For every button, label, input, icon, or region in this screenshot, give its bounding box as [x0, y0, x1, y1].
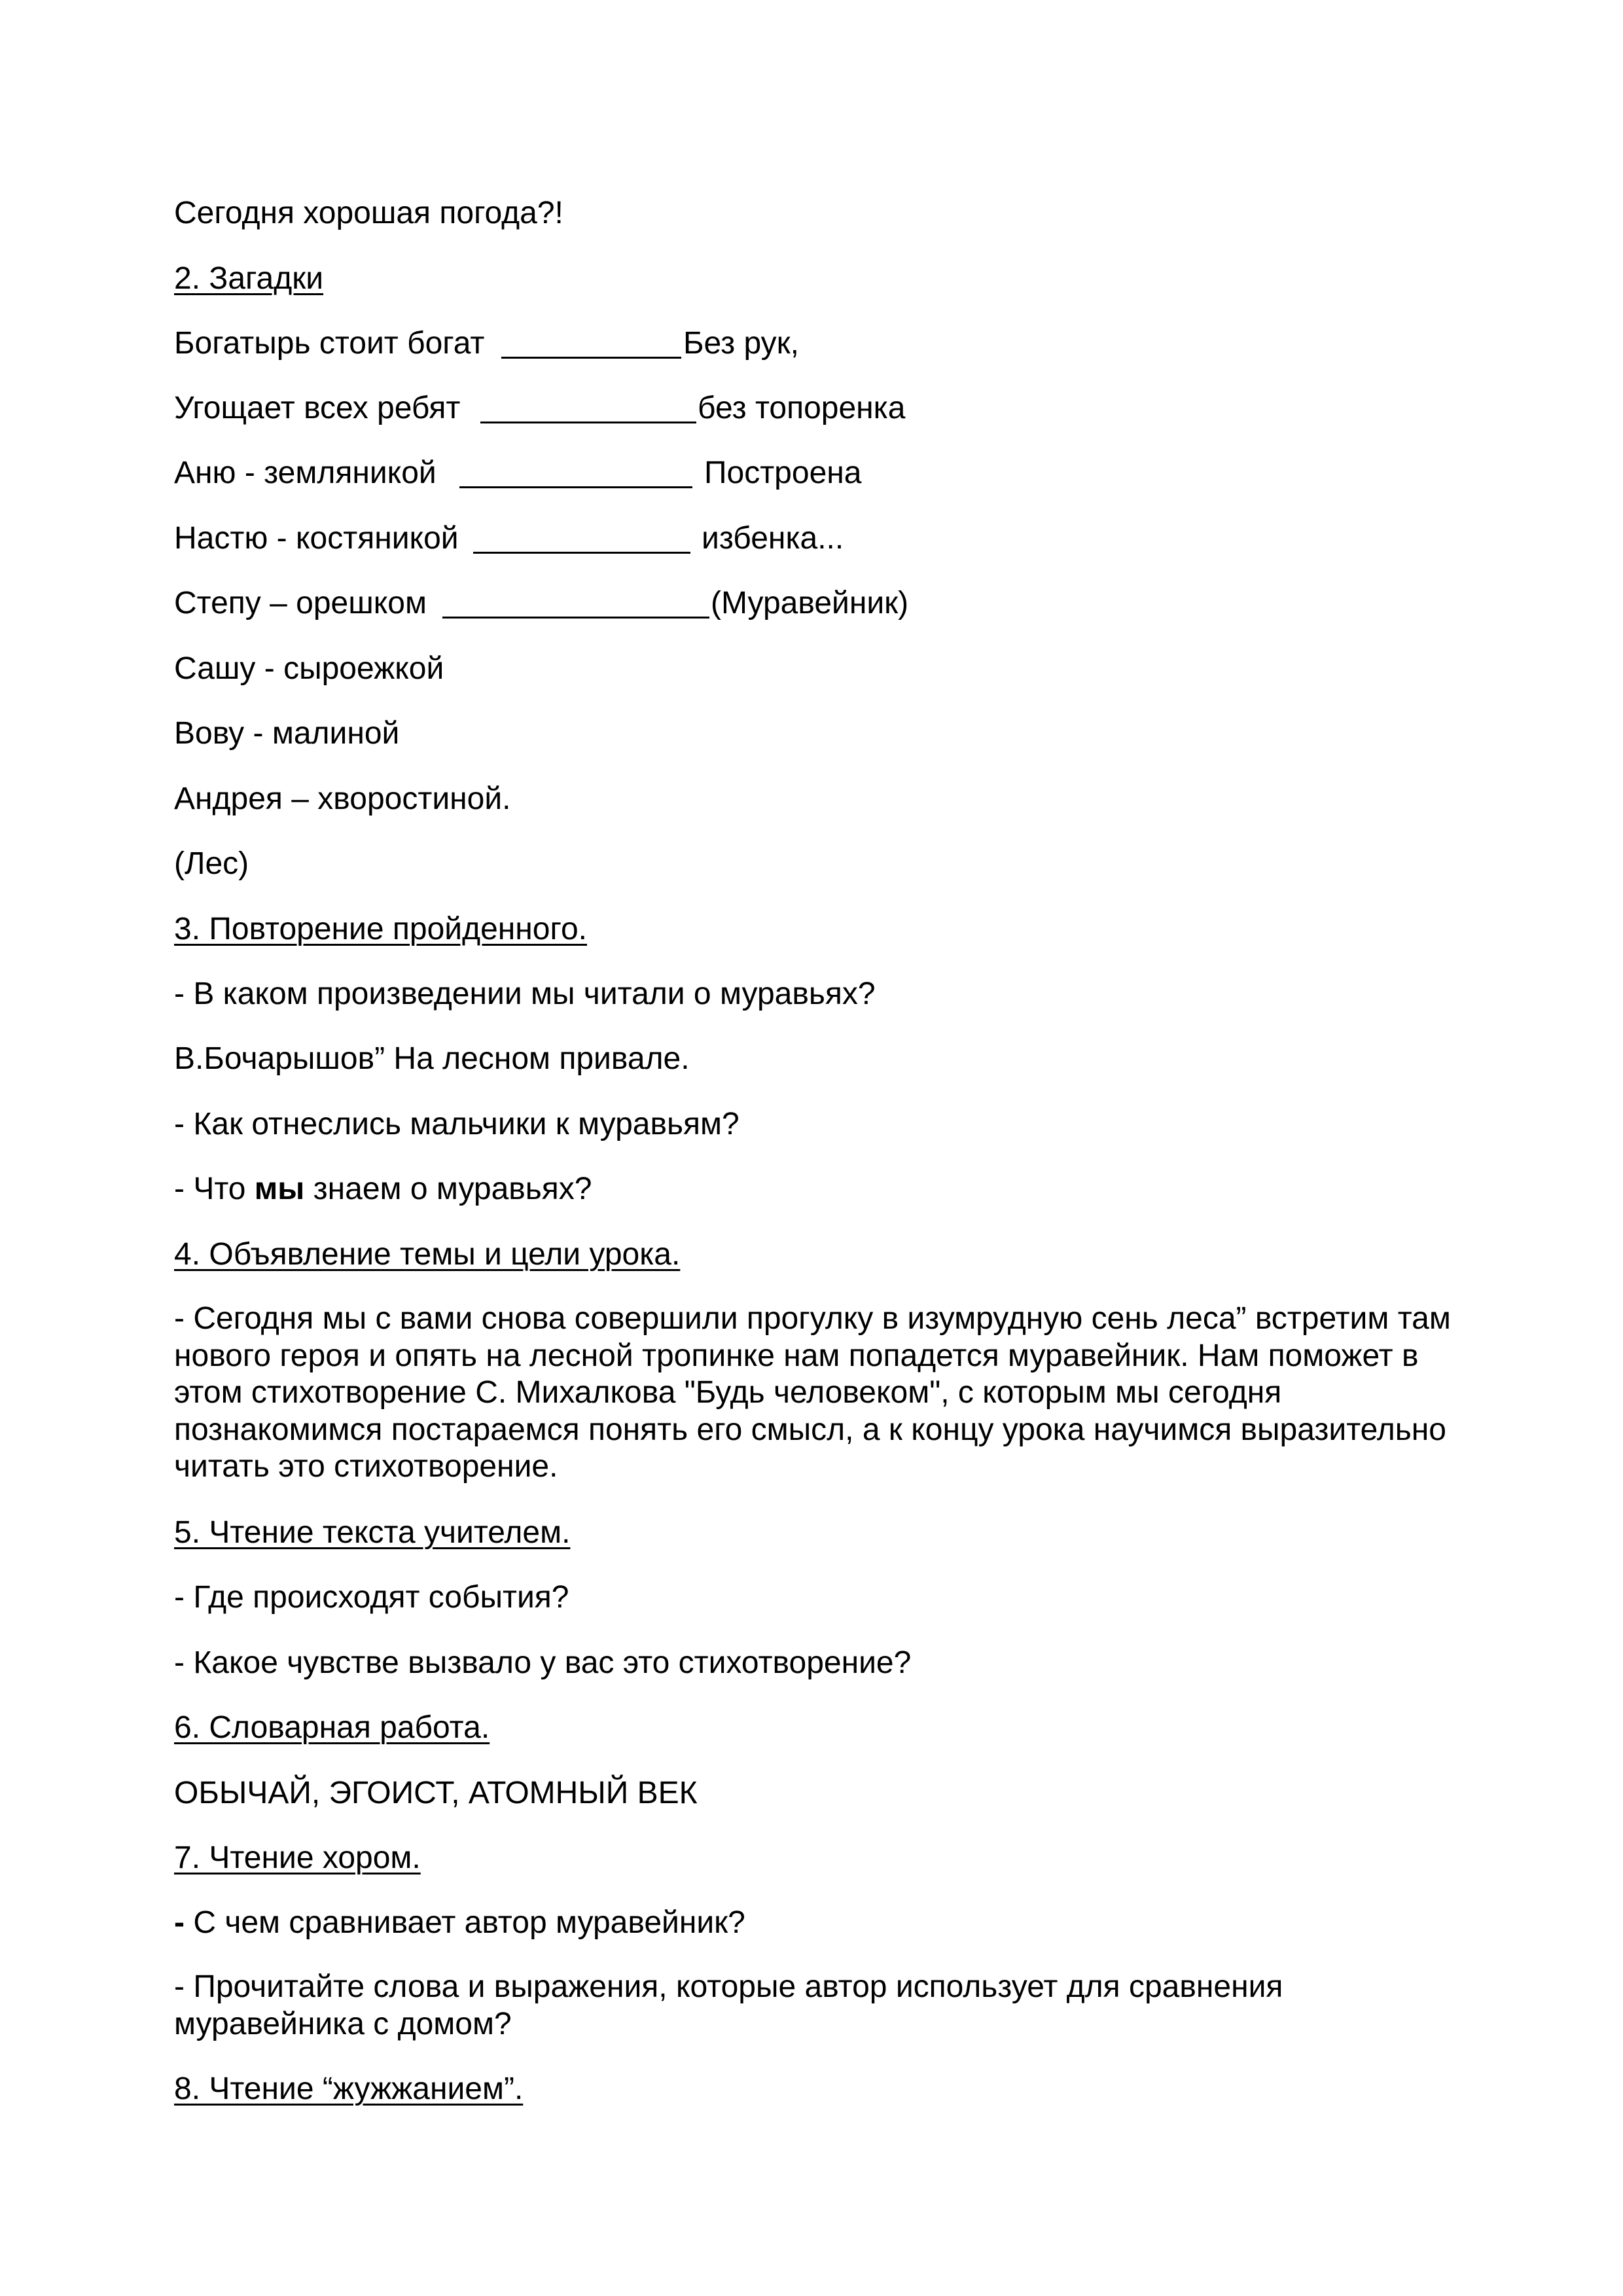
section-heading-buzzing: 8. Чтение “жужжанием”.	[174, 2072, 524, 2106]
question-5: - Какое чувстве вызвало у вас это стихотворение?	[174, 1645, 912, 1680]
intro-line: Сегодня хорошая погода?!	[174, 196, 563, 230]
riddle-5-left: Степу – орешком	[174, 586, 427, 620]
riddle-answer: (Лес)	[174, 846, 249, 881]
riddle-5-right: (Муравейник)	[711, 586, 909, 620]
question-1: - В каком произведении мы читали о муравьях?	[174, 977, 876, 1011]
answer-1: В.Бочарышов” На лесном привале.	[174, 1041, 690, 1076]
question-6	[174, 1905, 745, 1941]
document-page	[174, 0, 1457, 2296]
riddle-row-2	[174, 390, 1457, 427]
question-4: - Где происходят события?	[174, 1580, 569, 1615]
section-heading-review: 3. Повторение пройденного.	[174, 912, 587, 946]
riddle-4-left: Настю - костяникой	[174, 521, 459, 556]
question-3-part-2: знаем о муравьях?	[304, 1172, 592, 1206]
topic-paragraph: - Сегодня мы с вами снова совершили прогулку в изумрудную сень леса” встретим там нового героя и опять на лесной тропинке нам попадется муравейник. Нам поможет в этом стихотворение С. Михалкова "Будь человеком", с которым мы сегодня познакомимся постараемся понять его смысл, а к концу урока научимся выразительно читать это стихотворение.	[174, 1301, 1451, 1484]
question-3-part-1: - Что	[174, 1172, 255, 1206]
riddle-1-left: Богатырь стоит богат	[174, 326, 485, 361]
section-heading-topic: 4. Объявление темы и цели урока.	[174, 1237, 681, 1272]
blank-line	[473, 520, 690, 554]
riddle-3-right: Построена	[704, 456, 862, 490]
riddle-4-right: избенка...	[702, 521, 844, 556]
riddle-line-7: Вову - малиной	[174, 716, 400, 751]
question-6-text: С чем сравнивает автор муравейник?	[193, 1905, 745, 1940]
question-6-dash: -	[174, 1905, 194, 1940]
riddle-line-6: Сашу - сыроежкой	[174, 651, 444, 686]
question-2: - Как отнеслись мальчики к муравьям?	[174, 1107, 740, 1141]
question-3	[174, 1171, 592, 1208]
riddle-line-8: Андрея – хворостиной.	[174, 781, 511, 816]
section-heading-vocabulary: 6. Словарная работа.	[174, 1710, 490, 1745]
blank-line	[459, 455, 692, 488]
question-7: - Прочитайте слова и выражения, которые автор использует для сравнения муравейника с домом?	[174, 1969, 1283, 2041]
blank-line	[501, 325, 681, 359]
riddle-2-left: Угощает всех ребят	[174, 391, 461, 425]
section-heading-reading: 5. Чтение текста учителем.	[174, 1515, 571, 1550]
question-3-bold: мы	[254, 1172, 305, 1206]
section-heading-riddles: 2. Загадки	[174, 261, 324, 296]
riddle-row-3	[174, 455, 1457, 492]
riddle-row-4	[174, 520, 1457, 557]
section-heading-chorus: 7. Чтение хором.	[174, 1840, 421, 1875]
riddle-1-right: Без рук,	[683, 326, 799, 361]
blank-line	[442, 585, 709, 619]
blank-line	[480, 390, 696, 423]
riddle-row-5	[174, 585, 1457, 622]
riddle-3-left: Аню - земляникой	[174, 456, 437, 490]
riddle-row-1	[174, 325, 1457, 362]
vocabulary-words: ОБЫЧАЙ, ЭГОИСТ, АТОМНЫЙ ВЕК	[174, 1776, 698, 1810]
riddle-2-right: без топоренка	[698, 391, 906, 425]
